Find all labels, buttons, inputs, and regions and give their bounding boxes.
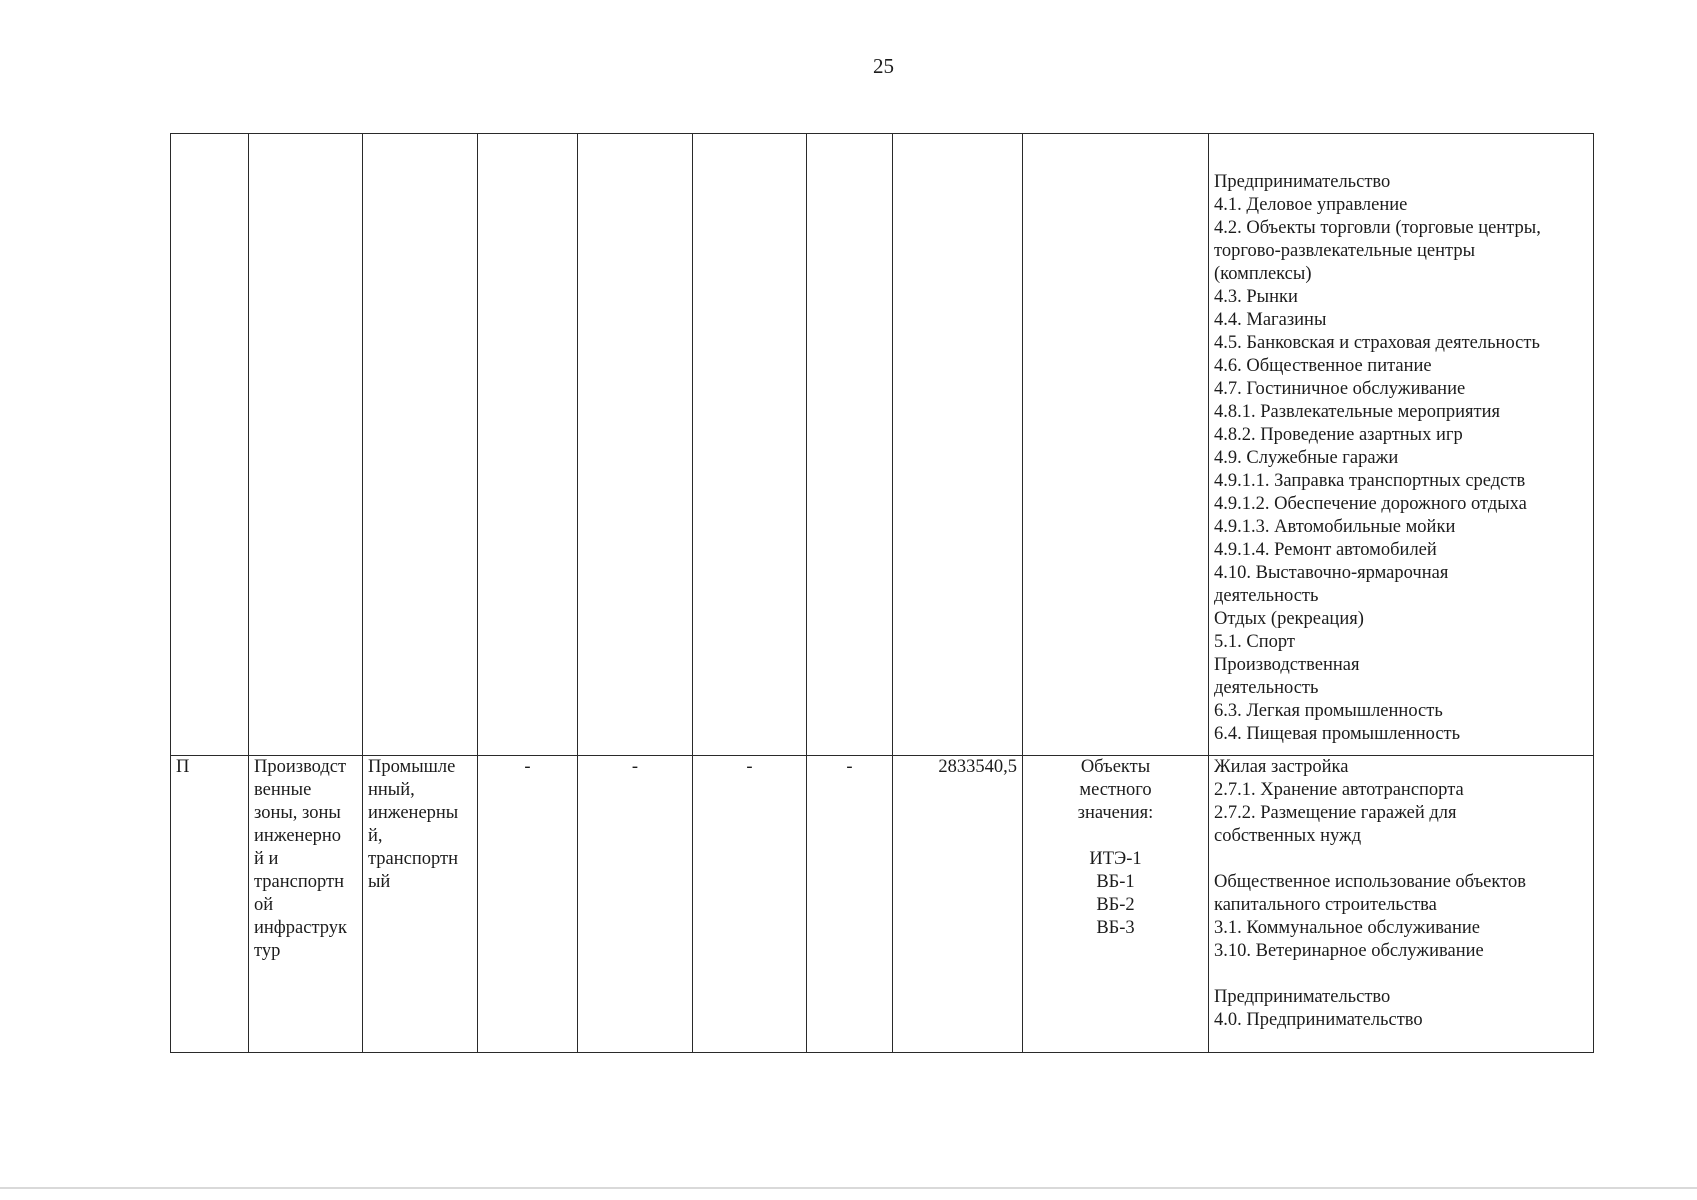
permitted-use-line: торгово-развлекательные центры (1214, 241, 1476, 261)
permitted-use-line: (комплексы) (1214, 264, 1312, 284)
objects-line: ВБ-3 (1096, 918, 1135, 938)
zone-name-line: инженерно (254, 826, 342, 846)
permitted-use-line: капитального строительства (1214, 895, 1437, 915)
permitted-use-line: 6.4. Пищевая промышленность (1214, 724, 1461, 744)
permitted-use-line: 4.3. Рынки (1214, 287, 1298, 307)
permitted-use-line: 6.3. Легкая промышленность (1214, 701, 1443, 721)
table-cell (693, 134, 807, 756)
permitted-use-line: 4.8.1. Развлекательные мероприятия (1214, 402, 1501, 422)
permitted-use-line: 4.1. Деловое управление (1214, 195, 1408, 215)
permitted-use-line: Предпринимательство (1214, 172, 1391, 192)
objects-cell (1023, 756, 1209, 1053)
zone-name-line: й и (254, 849, 279, 869)
permitted-use-line: 4.10. Выставочно-ярмарочная (1214, 563, 1449, 583)
zone-name-line: тур (254, 941, 281, 961)
zone-name-line: транспортн (254, 872, 345, 892)
table-cell (478, 134, 578, 756)
table-row (171, 134, 1594, 756)
permitted-use-line: 4.9. Служебные гаражи (1214, 448, 1399, 468)
permitted-use-line (1214, 963, 1588, 986)
col4-cell: - (478, 756, 578, 1053)
zone-name-line: ой (254, 895, 274, 915)
zoning-table (170, 133, 1594, 1053)
permitted-use-line: 2.7.1. Хранение автотранспорта (1214, 780, 1464, 800)
permitted-use-line: 4.9.1.4. Ремонт автомобилей (1214, 540, 1437, 560)
permitted-use-line: 4.2. Объекты торговли (торговые центры, (1214, 218, 1541, 238)
area-cell (893, 134, 1023, 756)
objects-line: ИТЭ-1 (1089, 849, 1142, 869)
permitted-use-line: Производственная (1214, 655, 1360, 675)
subzone-name-line: ый (368, 872, 391, 892)
permitted-use-line: деятельность (1214, 586, 1319, 606)
permitted-use-line: Общественное использование объектов (1214, 872, 1526, 892)
col5-cell: - (578, 756, 693, 1053)
permitted-use-line: 4.5. Банковская и страховая деятельность (1214, 333, 1540, 353)
permitted-use-line: Отдых (рекреация) (1214, 609, 1364, 629)
permitted-use-line: 4.4. Магазины (1214, 310, 1327, 330)
col7-cell: - (807, 756, 893, 1053)
permitted-use-line: 4.9.1.3. Автомобильные мойки (1214, 517, 1456, 537)
objects-line: местного (1079, 780, 1152, 800)
permitted-uses-cell (1209, 134, 1594, 756)
subzone-name-line: й, (368, 826, 383, 846)
permitted-use-line: собственных нужд (1214, 826, 1362, 846)
subzone-name-line: транспортн (368, 849, 459, 869)
permitted-use-line: деятельность (1214, 678, 1319, 698)
zone-cell (249, 134, 363, 756)
permitted-use-line: 4.9.1.1. Заправка транспортных средств (1214, 471, 1526, 491)
permitted-use-line: 5.1. Спорт (1214, 632, 1295, 652)
permitted-use-line: 4.8.2. Проведение азартных игр (1214, 425, 1463, 445)
zone-name-line: зоны, зоны (254, 803, 341, 823)
code-cell (171, 134, 249, 756)
zone-cell (249, 756, 363, 1053)
table-cell (807, 134, 893, 756)
page-number: 25 (873, 54, 894, 78)
permitted-use-line: Жилая застройка (1214, 757, 1349, 777)
subzone-name-line: нный, (368, 780, 415, 800)
subzone-name-line: инженерны (368, 803, 459, 823)
permitted-use-line: 3.1. Коммунальное обслуживание (1214, 918, 1481, 938)
objects-line (1028, 825, 1203, 848)
objects-line: ВБ-2 (1096, 895, 1135, 915)
subzone-cell (363, 134, 478, 756)
objects-line: Объекты (1080, 757, 1151, 777)
permitted-uses-cell (1209, 756, 1594, 1053)
scan-edge-line (0, 1187, 1697, 1189)
objects-line: значения: (1077, 803, 1154, 823)
table-cell (578, 134, 693, 756)
permitted-use-line: 4.0. Предпринимательство (1214, 1010, 1423, 1030)
permitted-use-line: 4.6. Общественное питание (1214, 356, 1432, 376)
subzone-cell (363, 756, 478, 1053)
permitted-use-line: Предпринимательство (1214, 987, 1391, 1007)
col6-cell: - (693, 756, 807, 1053)
objects-cell (1023, 134, 1209, 756)
table-row (171, 756, 1594, 1053)
permitted-use-line: 2.7.2. Размещение гаражей для (1214, 803, 1457, 823)
area-cell: 2833540,5 (893, 756, 1023, 1053)
permitted-use-line: 4.9.1.2. Обеспечение дорожного отдыха (1214, 494, 1527, 514)
permitted-use-line (1214, 848, 1588, 871)
subzone-name-line: Промышле (368, 757, 456, 777)
permitted-use-line: 3.10. Ветеринарное обслуживание (1214, 941, 1484, 961)
code-cell: П (171, 756, 249, 1053)
permitted-use-line: 4.7. Гостиничное обслуживание (1214, 379, 1466, 399)
zone-name-line: венные (254, 780, 312, 800)
objects-line: ВБ-1 (1096, 872, 1135, 892)
zone-name-line: Производст (254, 757, 347, 777)
zone-name-line: инфраструк (254, 918, 348, 938)
